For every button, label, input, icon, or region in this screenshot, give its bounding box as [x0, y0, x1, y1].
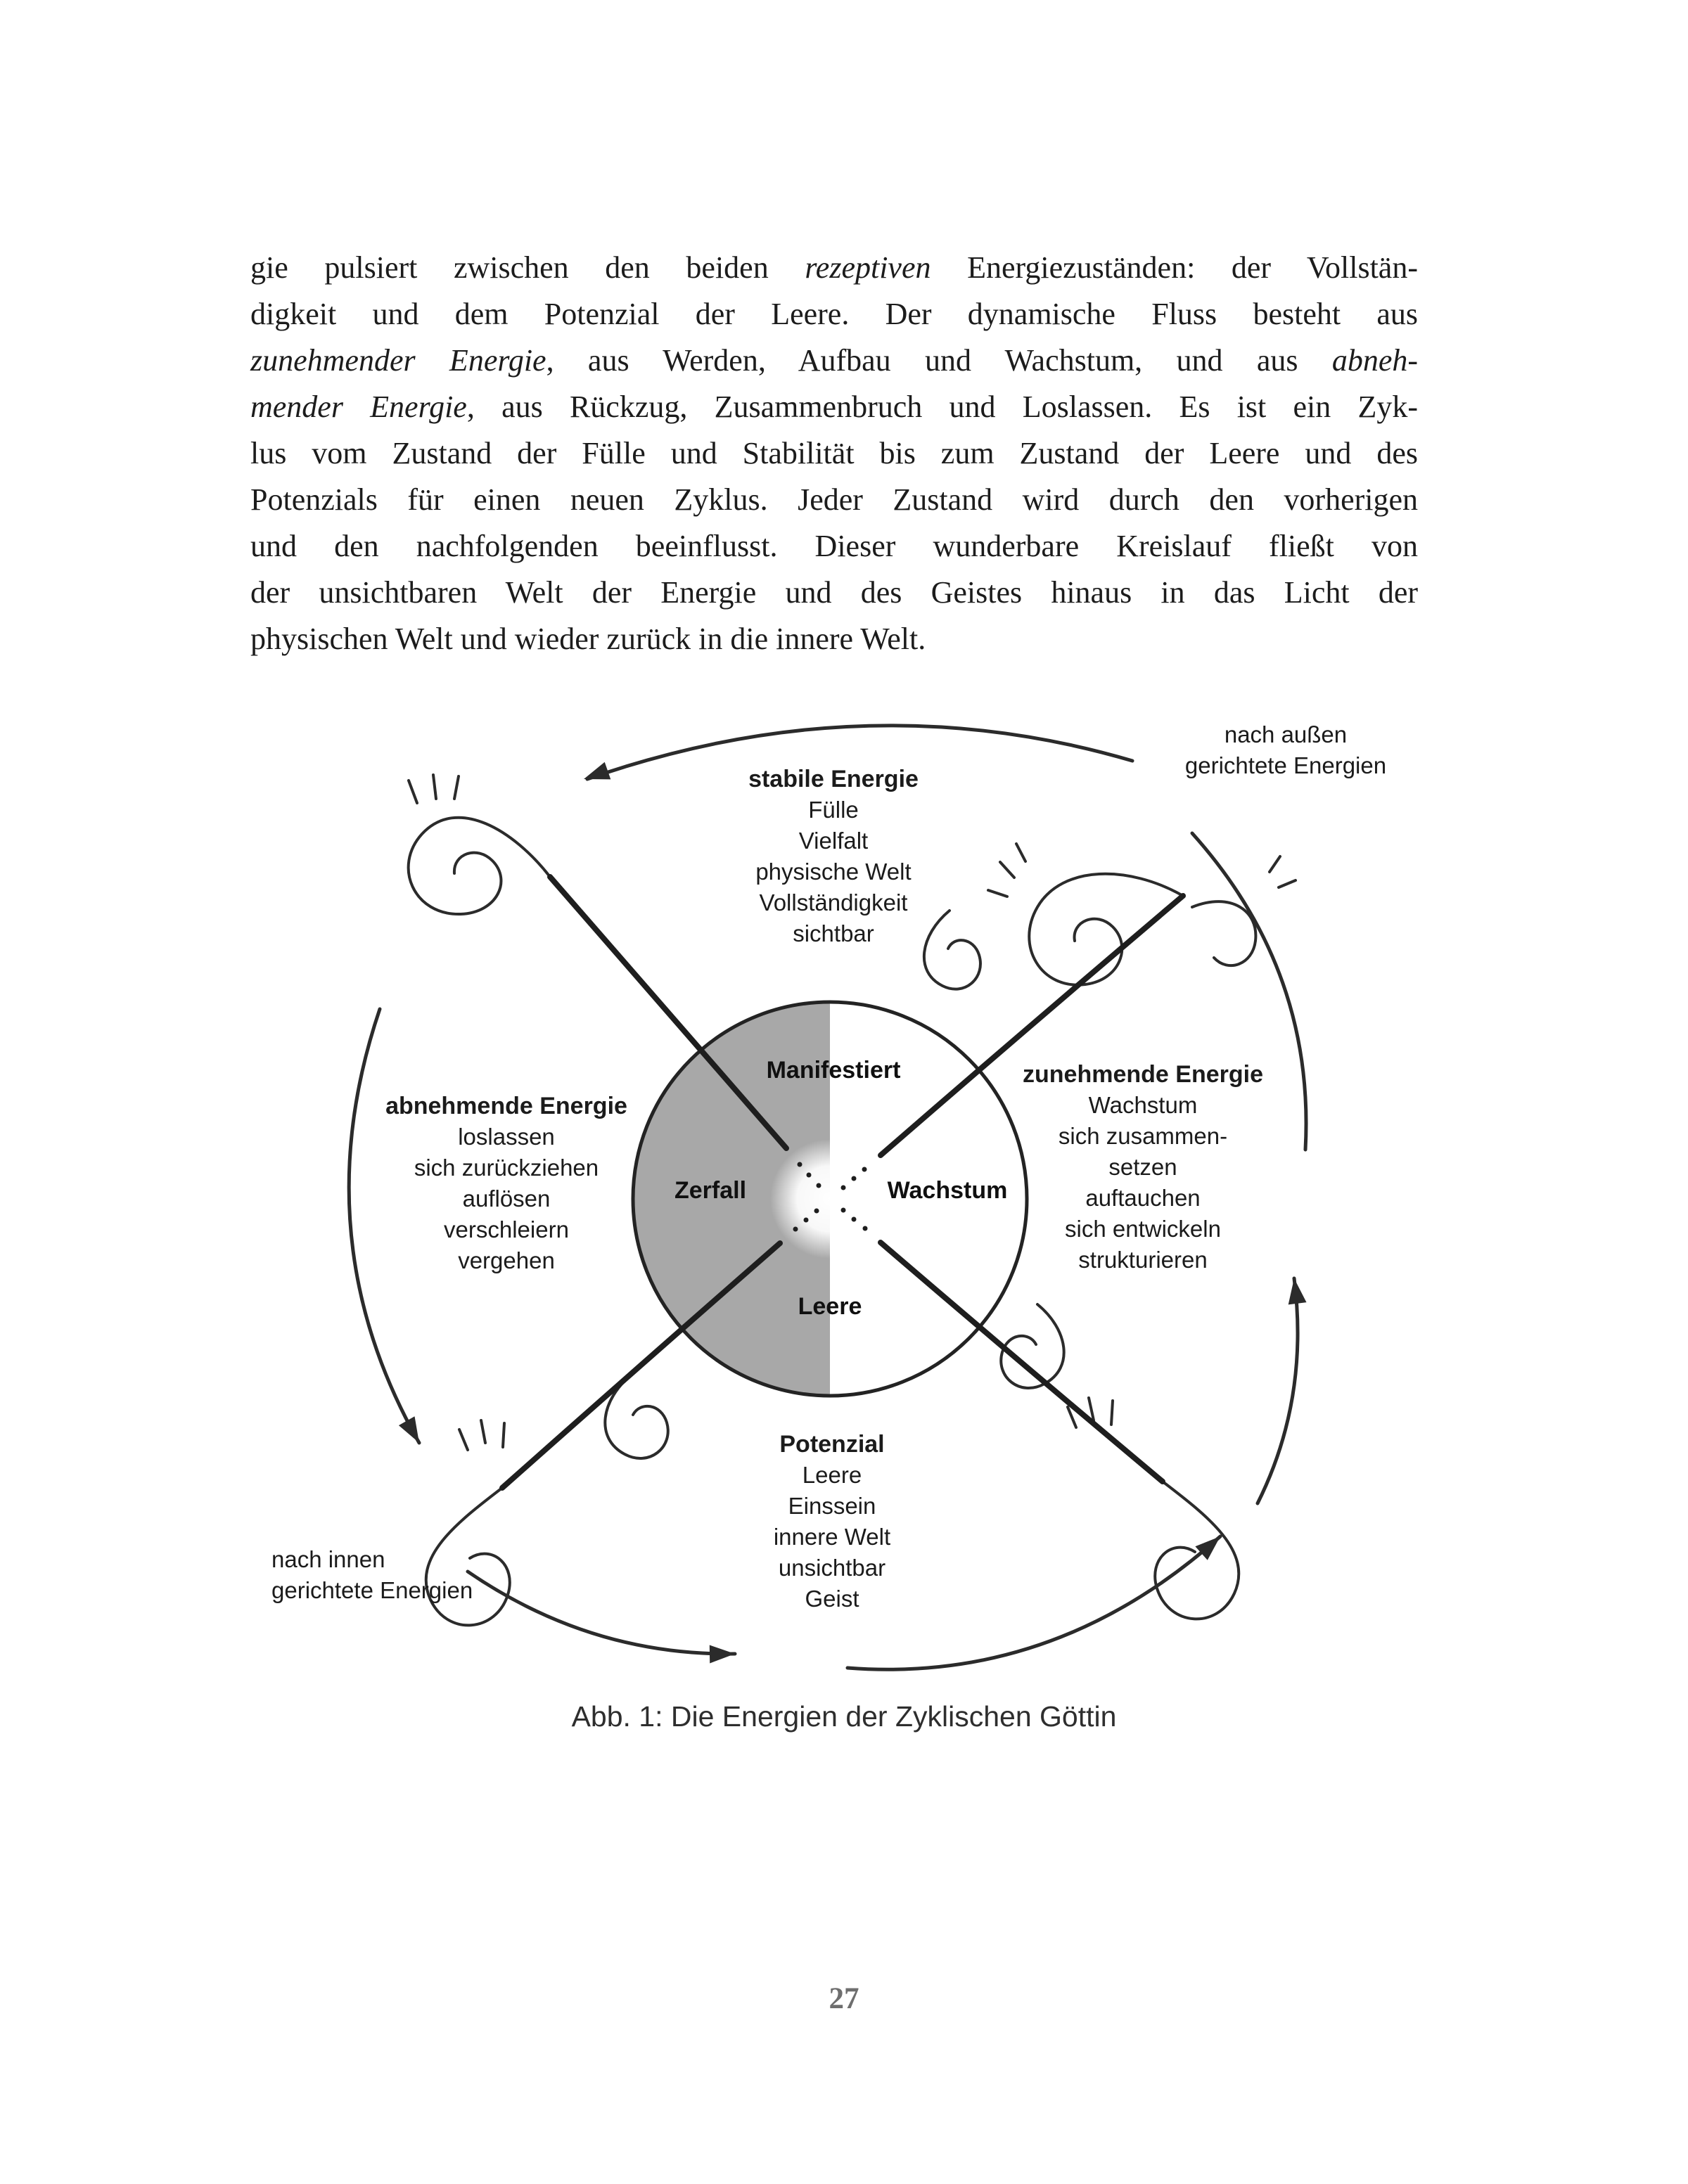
flourish-nw-icon: [409, 818, 550, 914]
label-line: Wachstum: [1088, 1092, 1198, 1118]
page-number: 27: [829, 1982, 859, 2015]
label-line: vergehen: [458, 1247, 555, 1273]
label-line: unsichtbar: [778, 1555, 886, 1581]
flourish-ne-icon: [1029, 874, 1183, 985]
paragraph-line: digkeit und dem Potenzial der Leere. Der dynamische Fluss besteht aus: [250, 297, 1418, 331]
label-block-increasing-energy: [1023, 1059, 1263, 1276]
arrowhead-top-icon: [584, 762, 610, 780]
label-block-decreasing-energy: [385, 1091, 627, 1276]
label-block-potential: [774, 1429, 890, 1614]
paragraph-line: lus vom Zustand der Fülle und Stabilität bis zum Zustand der Leere und des: [250, 436, 1418, 470]
arc-bottom-left: [468, 1572, 735, 1654]
label-outward-energies: [1185, 719, 1386, 781]
label-inward-energies: [271, 1544, 473, 1606]
label-line: setzen: [1108, 1154, 1177, 1180]
paragraph-line: gie pulsiert zwischen den beiden rezeptiven Energiezuständen: der Vollstän-: [250, 250, 1418, 285]
label-line: sich zurückziehen: [414, 1155, 599, 1181]
label-line: nach innen: [271, 1546, 385, 1572]
label-line: Einssein: [788, 1493, 876, 1519]
label-line: innere Welt: [773, 1524, 891, 1550]
label-title: stabile Energie: [748, 766, 919, 792]
label-line: strukturieren: [1078, 1247, 1208, 1273]
label-title: Potenzial: [779, 1431, 885, 1458]
label-line: physische Welt: [755, 859, 912, 885]
label-line: gerichtete Energien: [1184, 752, 1387, 778]
label-line: verschleiern: [444, 1216, 569, 1242]
arrowhead-left-icon: [399, 1416, 419, 1443]
center-label-decay: Zerfall: [674, 1177, 747, 1204]
label-title: abnehmende Energie: [385, 1093, 627, 1119]
label-line: loslassen: [458, 1124, 555, 1150]
paragraph: [250, 245, 1418, 662]
paragraph-line: Potenzials für einen neuen Zyklus. Jeder Zustand wird durch den vorherigen: [250, 482, 1418, 517]
label-line: auflösen: [462, 1186, 551, 1212]
label-line: sich zusammen-: [1058, 1123, 1228, 1149]
center-label-growth: Wachstum: [887, 1177, 1008, 1204]
label-line: Vollständigkeit: [759, 889, 908, 916]
flourish-se-icon: [1155, 1482, 1239, 1619]
paragraph-line: zunehmender Energie, aus Werden, Aufbau und Wachstum, und aus abneh-: [250, 343, 1418, 378]
figure-caption: Abb. 1: Die Energien der Zyklischen Göttin: [571, 1700, 1117, 1733]
label-line: nach außen: [1224, 721, 1348, 747]
center-label-manifested: Manifestiert: [766, 1057, 901, 1084]
label-line: sichtbar: [793, 920, 874, 946]
arrowhead-right-icon: [1289, 1278, 1307, 1304]
paragraph-line: physischen Welt und wieder zurück in die innere Welt.: [250, 622, 926, 656]
label-line: sich entwickeln: [1065, 1216, 1221, 1242]
arrowhead-bottom-icon: [710, 1645, 735, 1664]
label-line: Leere: [802, 1462, 862, 1488]
label-line: Vielfalt: [798, 828, 869, 854]
paragraph-line: der unsichtbaren Welt der Energie und des Geistes hinaus in das Licht der: [250, 575, 1418, 610]
paragraph-line: mender Energie, aus Rückzug, Zusammenbruch und Loslassen. Es ist ein Zyk-: [250, 390, 1419, 424]
label-line: gerichtete Energien: [271, 1577, 473, 1603]
center-label-emptiness: Leere: [798, 1293, 862, 1320]
label-title: zunehmende Energie: [1023, 1061, 1263, 1088]
label-block-stable-energy: [748, 764, 919, 949]
label-line: Geist: [805, 1586, 859, 1612]
arc-right-lower: [1258, 1278, 1298, 1503]
label-line: Fülle: [808, 797, 859, 823]
center-glow: [770, 1139, 890, 1259]
paragraph-line: und den nachfolgenden beeinflusst. Dieser wunderbare Kreislauf fließt von: [250, 529, 1418, 563]
label-line: auftauchen: [1085, 1185, 1201, 1211]
